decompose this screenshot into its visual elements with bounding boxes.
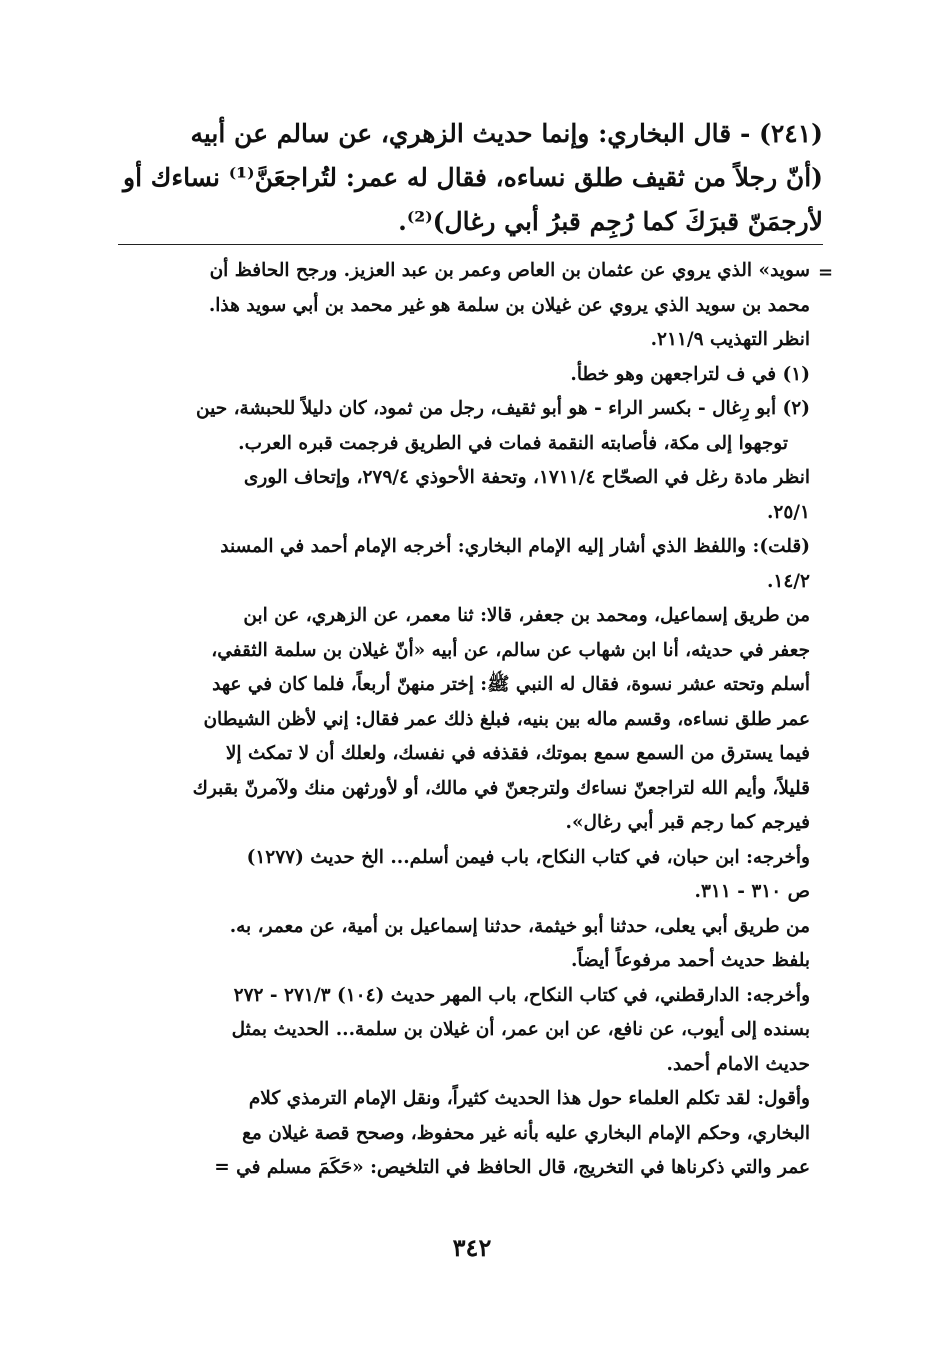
- note-line: انظر التهذيب ٢١١/٩.: [650, 329, 810, 350]
- note-line: أسلم وتحته عشر نسوة، فقال له النبي ﷺ: إختر منهنّ أربعاً، فلما كان في عهد: [212, 674, 810, 695]
- note-line: حديث الامام أحمد.: [666, 1053, 810, 1075]
- note-line: عمر والتي ذكرناها في التخريج، قال الحافظ في التلخيص: «حَكَمَ مسلم في =: [214, 1157, 810, 1178]
- note-line: البخاري، وحكم الإمام البخاري عليه بأنه غير محفوظ، وصحح قصة غيلان مع: [242, 1122, 810, 1144]
- footnote-divider: [118, 244, 823, 245]
- note-line: من طريق إسماعيل، ومحمد بن جعفر، قالا: ثنا معمر، عن الزهري، عن ابن: [243, 605, 810, 626]
- note-line: محمد بن سويد الذي يروي عن غيلان بن سلمة هو غير محمد بن أبي سويد هذا.: [208, 294, 810, 316]
- note-line: بلفظ حديث أحمد مرفوعاً أيضاً.: [570, 950, 810, 971]
- note-line: فيرجم كما رجم قبر أبي رغال».: [565, 812, 810, 833]
- main-line-1: (٢٤١) - قال البخاري: وإنما حديث الزهري، عن سالم عن أبيه: [190, 119, 823, 148]
- page-number: ٣٤٢: [452, 1233, 492, 1262]
- note-line: فيما يسترق من السمع سمع بموتك، فقذفه في نفسك، ولعلك أن لا تمكث إلا: [225, 743, 810, 764]
- note-line: وأقول: لقد تكلم العلماء حول هذا الحديث كثيراً، ونقل الإمام الترمذي كلام: [248, 1088, 810, 1109]
- note-line: وأخرجه: ابن حبان، في كتاب النكاح، باب فيمن أسلم... الخ حديث (١٢٧٧): [246, 846, 810, 868]
- note-line: جعفر في حديثه، أنا ابن شهاب عن سالم، عن أبيه «أنّ غيلان بن سلمة الثقفي،: [211, 639, 810, 661]
- main-line-2: (أنّ رجلاً من ثقيف طلق نساءه، فقال له عمر: لتُراجعَنَّ⁽¹⁾ نساءك أو: [123, 163, 823, 192]
- note-line: من طريق أبي يعلى، حدثنا أبو خيثمة، حدثنا إسماعيل بن أمية، عن معمر، به.: [229, 915, 810, 937]
- note-line: وأخرجه: الدارقطني، في كتاب النكاح، باب المهر حديث (١٠٤) ٢٧١/٣ - ٢٧٢: [233, 984, 810, 1006]
- main-line-3: لأرجمَنّ قبرَكَ كما رُجِم قبرُ أبي رغال)⁽²⁾.: [398, 207, 823, 236]
- note-line: (١) في ف لتراجعهن وهو خطأ.: [570, 363, 810, 385]
- note-line: (٢) أبو رِغال - بكسر الراء - هو أبو ثقيف، رجل من ثمود، كان دليلاً للحبشة، حين: [196, 398, 810, 419]
- note-line: سويد» الذي يروي عن عثمان بن العاص وعمر بن عبد العزيز. ورجح الحافظ أن: [209, 260, 810, 281]
- note-line: بسنده إلى أيوب، عن نافع، عن ابن عمر، أن غيلان بن سلمة... الحديث بمثل: [231, 1019, 810, 1040]
- footnotes: [110, 254, 810, 1186]
- note-line: ١٤/٢.: [766, 570, 810, 592]
- note-line: توجهوا إلى مكة، فأصابته النقمة فمات في الطريق فرجمت قبره العرب.: [238, 432, 788, 454]
- note-line: ٢٥/١.: [766, 501, 810, 523]
- note-line: (قلت): واللفظ الذي أشار إليه الإمام البخاري: أخرجه الإمام أحمد في المسند: [220, 536, 810, 557]
- note-line: عمر طلق نساءه، وقسم ماله بين بنيه، فبلغ ذلك عمر فقال: إني لأظن الشيطان: [203, 708, 810, 730]
- note-line: انظر مادة رغل في الصحّاح ١٧١١/٤، وتحفة الأحوذي ٢٧٩/٤، وإتحاف الورى: [243, 467, 810, 488]
- note-line: ص ٣١٠ - ٣١١.: [694, 881, 810, 902]
- continuation-mark: =: [818, 262, 834, 283]
- note-line: قليلاً، وأيم الله لتراجعنّ نساءك ولترجعنّ في مالك، أو لأورثهن منك ولآمرنّ بقبرك: [192, 777, 810, 799]
- main-text: [118, 112, 823, 244]
